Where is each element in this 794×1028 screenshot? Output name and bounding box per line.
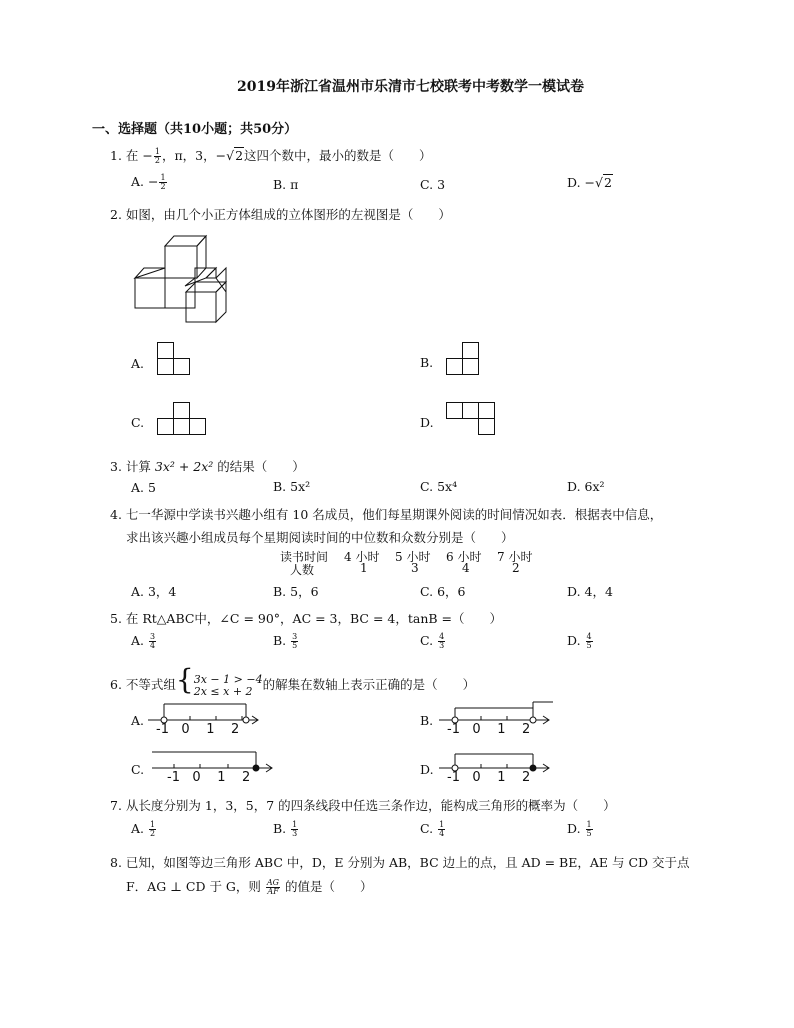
q1-option-c[interactable]: C. 3: [420, 177, 446, 192]
q4-option-b[interactable]: B. 5，6: [273, 584, 319, 599]
q4-table-cell-3: 4: [462, 561, 470, 575]
q2-option-c-figure: [157, 402, 207, 436]
cube-stack-figure: [130, 232, 240, 324]
question-8-line-2: F．AG ⊥ CD 于 G，则 $\frac{AG}{AF}$ 的值是（ ）: [126, 878, 373, 896]
q4-table-cell-1: 1: [360, 561, 368, 575]
q6-d-tick-labels: -1 0 1 2: [447, 770, 531, 785]
q5-option-a[interactable]: A. $\frac{3}{4}$: [131, 632, 156, 650]
q2-option-b-figure: [446, 342, 480, 376]
q4-option-c[interactable]: C. 6，6: [420, 584, 466, 599]
q2-option-a[interactable]: A.: [131, 356, 145, 371]
q1-option-b[interactable]: B. π: [273, 177, 299, 192]
q4-table-header-1: 4 小时: [344, 550, 380, 564]
q2-option-d[interactable]: D.: [420, 415, 434, 430]
question-6-stem: 6. 不等式组{3x − 1 > −4 2x ≤ x + 2 的解集在数轴上表示正确的是（ ）: [110, 663, 476, 698]
q6-option-a[interactable]: A.: [131, 713, 145, 728]
question-1-stem: 1. 在 − $\frac{1}{2}$ ，π，3，−√2这四个数中，最小的数是（ ）: [110, 147, 432, 165]
q4-table-row-label: 人数: [290, 563, 315, 577]
q4-table-header-3: 6 小时: [446, 550, 482, 564]
q4-option-a[interactable]: A. 3，4: [131, 584, 177, 599]
q3-option-d[interactable]: D. 6x²: [567, 479, 605, 494]
q3-option-b[interactable]: B. 5x²: [273, 479, 311, 494]
q6-option-d[interactable]: D.: [420, 762, 434, 777]
q3-option-a[interactable]: A. 5: [131, 480, 156, 495]
q6-a-tick-labels: -1 0 1 2: [156, 722, 240, 737]
question-4-line-2: 求出该兴趣小组成员每个星期阅读时间的中位数和众数分别是（ ）: [126, 530, 514, 545]
q4-table-header-2: 5 小时: [395, 550, 431, 564]
q4-option-d[interactable]: D. 4，4: [567, 584, 613, 599]
q6-option-b[interactable]: B.: [420, 713, 434, 728]
q7-option-a[interactable]: A. $\frac{1}{2}$: [131, 820, 156, 838]
q7-option-c[interactable]: C. $\frac{1}{4}$: [420, 820, 445, 838]
question-8-line-1: 8. 已知，如图等边三角形 ABC 中，D，E 分别为 AB，BC 边上的点，且 AD = BE，AE 与 CD 交于点: [110, 855, 690, 870]
q4-table-cell-4: 2: [512, 561, 520, 575]
q5-option-b[interactable]: B. $\frac{3}{5}$: [273, 632, 298, 650]
q3-option-c[interactable]: C. 5x⁴: [420, 479, 458, 494]
q4-table-header-0: 读书时间: [280, 550, 329, 564]
question-4-line-1: 4. 七一华源中学读书兴趣小组有 10 名成员，他们每星期课外阅读的时间情况如表．根据表中信息，: [110, 507, 663, 522]
q4-table-header-4: 7 小时: [497, 550, 533, 564]
q2-option-c[interactable]: C.: [131, 415, 145, 430]
page-title: 2019年浙江省温州市乐清市七校联考中考数学一模试卷: [237, 79, 584, 95]
q1-option-d[interactable]: D. −√2: [567, 175, 612, 190]
q5-option-c[interactable]: C. $\frac{4}{3}$: [420, 632, 445, 650]
q6-option-c[interactable]: C.: [131, 762, 145, 777]
question-3-stem: 3. 计算 3x² + 2x² 的结果（ ）: [110, 459, 305, 474]
q2-option-d-figure: [446, 402, 496, 436]
q2-option-b[interactable]: B.: [420, 355, 434, 370]
question-7-stem: 7. 从长度分别为 1，3，5，7 的四条线段中任选三条作边，能构成三角形的概率为（ ）: [110, 798, 616, 813]
q5-option-d[interactable]: D. $\frac{4}{5}$: [567, 632, 592, 650]
q4-table-cell-2: 3: [411, 561, 419, 575]
q7-option-d[interactable]: D. $\frac{1}{5}$: [567, 820, 592, 838]
section-heading: 一、选择题（共10小题；共50分）: [92, 122, 298, 137]
question-2-stem: 2. 如图，由几个小正方体组成的立体图形的左视图是（ ）: [110, 207, 451, 222]
q7-option-b[interactable]: B. $\frac{1}{3}$: [273, 820, 298, 838]
q6-c-tick-labels: -1 0 1 2: [167, 770, 251, 785]
q6-b-tick-labels: -1 0 1 2: [447, 722, 531, 737]
q1-option-a[interactable]: A. − $\frac{1}{2}$: [131, 173, 166, 191]
q2-option-a-figure: [157, 342, 191, 376]
question-5-stem: 5. 在 Rt△ABC中，∠C = 90°，AC = 3，BC = 4，tanB =（ ）: [110, 611, 503, 626]
